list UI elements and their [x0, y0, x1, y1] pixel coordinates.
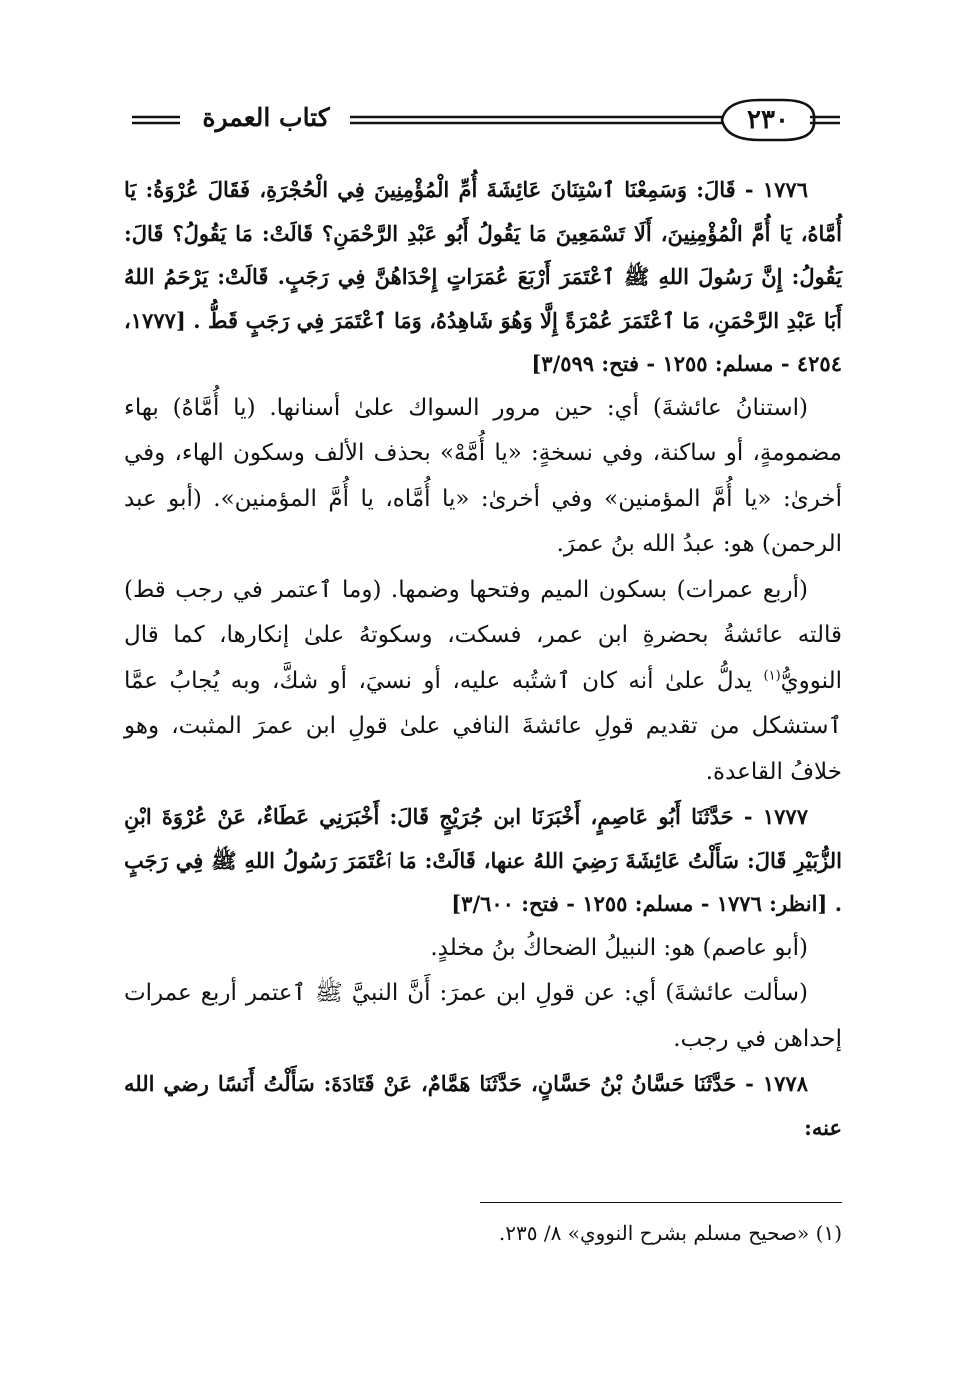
commentary-text: يدلُّ علىٰ أنه كان ٱشتُبه عليه، أو نسيَ، أو شكَّ، وبه يُجابُ عمَّا ٱستشكل من تقديم قولِ عائشةَ النافي علىٰ قولِ ابن عمرَ المثبت، وهو خلافُ القاعدة.	[124, 667, 842, 785]
hadith-1777	[124, 795, 842, 926]
book-title: كتاب العمرة	[202, 103, 330, 132]
commentary-paragraph: (أبو عاصم) هو: النبيلُ الضحاكُ بنُ مخلدٍ.	[430, 934, 808, 961]
commentary-paragraph: (سألت عائشةَ) أي: عن قولِ ابن عمرَ: أَنَّ النبيَّ ﷺ ٱعتمر أربع عمرات إحداهن في رجب.	[124, 980, 842, 1052]
commentary-paragraph: (استنانُ عائشةَ) أي: حين مرور السواك علىٰ أسنانها. (يا أُمَّاهُ) بهاء مضمومةٍ، أو ساكنة، وفي نسخةٍ: «يا أُمَّهْ» بحذف الألف وسكون الهاء، وفي أخرىٰ: «يا أُمَّ المؤمنين» وفي أخرىٰ: «يا أُمَّاه، يا أُمَّ المؤمنين». (أبو عبد الرحمن) هو: عبدُ الله بنُ عمرَ.	[124, 394, 842, 557]
page-number: ٢٣٠	[747, 105, 789, 135]
footnote-divider	[480, 1202, 842, 1203]
hadith-reference: [انظر: ١٧٧٦ - مسلم: ١٢٥٥ - فتح: ٣/٦٠٠]	[451, 891, 828, 916]
page-content	[124, 168, 842, 1149]
page-header	[120, 96, 842, 144]
hadith-text: ١٧٧٧ - حَدَّثَنَا أَبُو عَاصِمٍ، أَخْبَرَنَا ابن جُرَيْجٍ قَالَ: أَخْبَرَنِي عَطَاءٌ، عَنْ عُرْوَةَ ابْنِ الزُّبَيْرِ قَالَ: سَأَلْتُ عَائِشَةَ رَضِيَ اللهُ عنها، قَالَتْ: مَا ٱعْتَمَرَ رَسُولُ اللهِ ﷺ فِي رَجَبٍ .	[124, 804, 842, 916]
footnote-marker: (١)	[763, 667, 781, 683]
commentary-paragraph	[124, 568, 842, 796]
hadith-text: ١٧٧٦ - قَالَ: وَسَمِعْنَا ٱسْتِنَانَ عَائِشَةَ أُمِّ الْمُؤْمِنِينَ فِي الْحُجْرَةِ، فَقَالَ عُرْوَةُ: يَا أُمَّاهُ، يَا أُمَّ الْمُؤْمِنِينَ، أَلَا تَسْمَعِينَ مَا يَقُولُ أَبُو عَبْدِ الرَّحْمَنِ؟ قَالَتْ: مَا يَقُولُ؟ قَالَ: يَقُولُ: إِنَّ رَسُولَ اللهِ ﷺ ٱعْتَمَرَ أَرْبَعَ عُمَرَاتٍ إِحْدَاهُنَّ فِي رَجَبٍ. قَالَتْ: يَرْحَمُ اللهُ أَبَا عَبْدِ الرَّحْمَنِ، مَا ٱعْتَمَرَ عُمْرَةً إِلَّا وَهُوَ شَاهِدُهُ، وَمَا ٱعْتَمَرَ فِي رَجَبٍ قَطُّ .	[124, 177, 843, 333]
hadith-reference: [١٧٧٧، ٤٢٥٤ - مسلم: ١٢٥٥ - فتح: ٣/٥٩٩]	[124, 307, 842, 376]
commentary-text: (أربع عمرات) بسكون الميم وفتحها وضمها. (وما ٱعتمر في رجب قط) قالته عائشةُ بحضرةِ ابن عمر، فسكت، وسكوتهُ علىٰ إنكارها، كما قال النوويُّ	[124, 576, 842, 694]
hadith-1776	[124, 168, 842, 386]
hadith-1778: ١٧٧٨ - حَدَّثَنَا حَسَّانُ بْنُ حَسَّانٍ، حَدَّثَنَا هَمَّامٌ، عَنْ قَتَادَةَ: سَأَلْتُ أَنَسًا رضي الله عنه:	[124, 1071, 842, 1140]
footnote: (١) «صحيح مسلم بشرح النووي» ٨/ ٢٣٥.	[498, 1221, 842, 1245]
